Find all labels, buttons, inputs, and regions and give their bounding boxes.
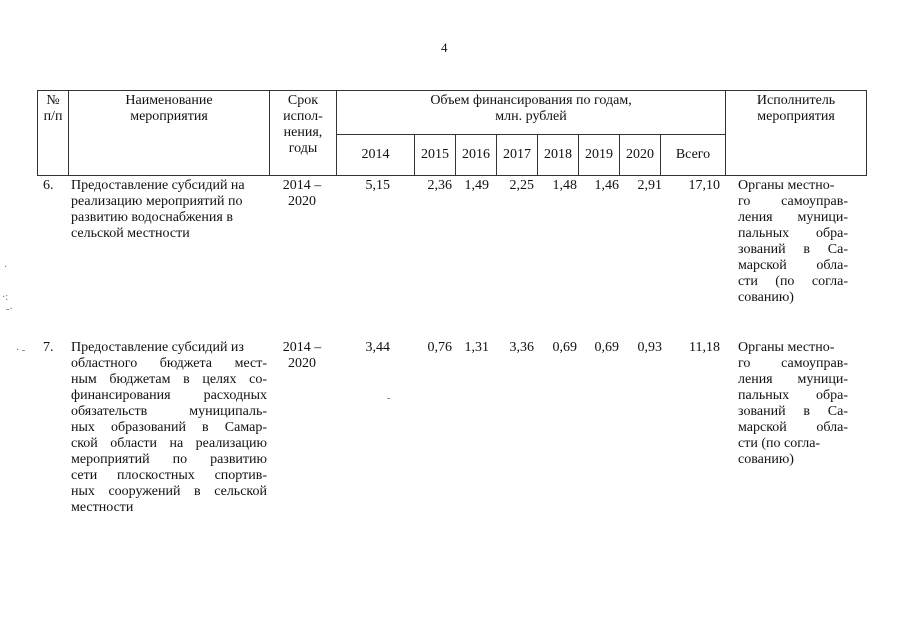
scan-speck: - bbox=[387, 393, 391, 404]
value-2014: 5,15 bbox=[365, 178, 390, 193]
value-2018: 1,48 bbox=[552, 178, 577, 193]
header-name: Наименование мероприятия bbox=[69, 91, 270, 176]
scan-speck: · bbox=[4, 262, 8, 273]
page-number: 4 bbox=[441, 40, 448, 55]
value-2019: 1,46 bbox=[594, 178, 619, 193]
value-2014: 3,44 bbox=[365, 340, 390, 355]
header-year-2017: 2017 bbox=[497, 134, 538, 176]
activity-name: Предоставление субсидий из областного бюджета мест- ным бюджетам в целях со- финансирования расходных обязательств муниципаль- ных образований в Самар- ской области на реализацию мероприятий по развитию сети плоскостных спортив- ных сооружений в сельской местности bbox=[71, 340, 267, 515]
value-2015: 0,76 bbox=[427, 340, 452, 355]
value-2015: 2,36 bbox=[427, 178, 452, 193]
header-year-2020: 2020 bbox=[620, 134, 661, 176]
value-2019: 0,69 bbox=[594, 340, 619, 355]
header-total: Всего bbox=[661, 134, 726, 176]
row-number: 6. bbox=[43, 178, 54, 193]
header-num: № п/п bbox=[38, 91, 69, 176]
value-2017: 2,25 bbox=[509, 178, 534, 193]
row-number: 7. bbox=[43, 340, 54, 355]
scan-speck: · - bbox=[16, 345, 26, 356]
header-term: Срок испол- нения, годы bbox=[270, 91, 337, 176]
value-2020: 2,91 bbox=[637, 178, 662, 193]
table-header bbox=[37, 90, 867, 176]
value-total: 11,18 bbox=[689, 340, 720, 355]
header-year-2019: 2019 bbox=[579, 134, 620, 176]
header-funding: Объем финансирования по годам, млн. рублей bbox=[337, 91, 726, 135]
header-executor: Исполнитель мероприятия bbox=[726, 91, 867, 176]
header-year-2018: 2018 bbox=[538, 134, 579, 176]
execution-term: 2014 – 2020 bbox=[282, 178, 322, 209]
execution-term: 2014 – 2020 bbox=[282, 340, 322, 371]
value-2017: 3,36 bbox=[509, 340, 534, 355]
value-2020: 0,93 bbox=[637, 340, 662, 355]
value-2016: 1,49 bbox=[464, 178, 489, 193]
value-2016: 1,31 bbox=[464, 340, 489, 355]
value-2018: 0,69 bbox=[552, 340, 577, 355]
header-year-2015: 2015 bbox=[415, 134, 456, 176]
header-year-2016: 2016 bbox=[456, 134, 497, 176]
executor: Органы местно- го самоуправ- ления муници- пальных обра- зований в Са- марской обла- сти (по согла- сованию) bbox=[738, 178, 848, 305]
scan-speck: -· bbox=[6, 304, 13, 315]
header-year-2014: 2014 bbox=[337, 134, 415, 176]
activity-name: Предоставление субсидий на реализацию мероприятий по развитию водоснабжения в сельской местности bbox=[71, 178, 245, 241]
executor: Органы местно- го самоуправ- ления муници- пальных обра- зований в Са- марской обла- сти (по согла- сованию) bbox=[738, 340, 848, 467]
scan-speck: ·: bbox=[2, 292, 9, 303]
value-total: 17,10 bbox=[688, 178, 720, 193]
